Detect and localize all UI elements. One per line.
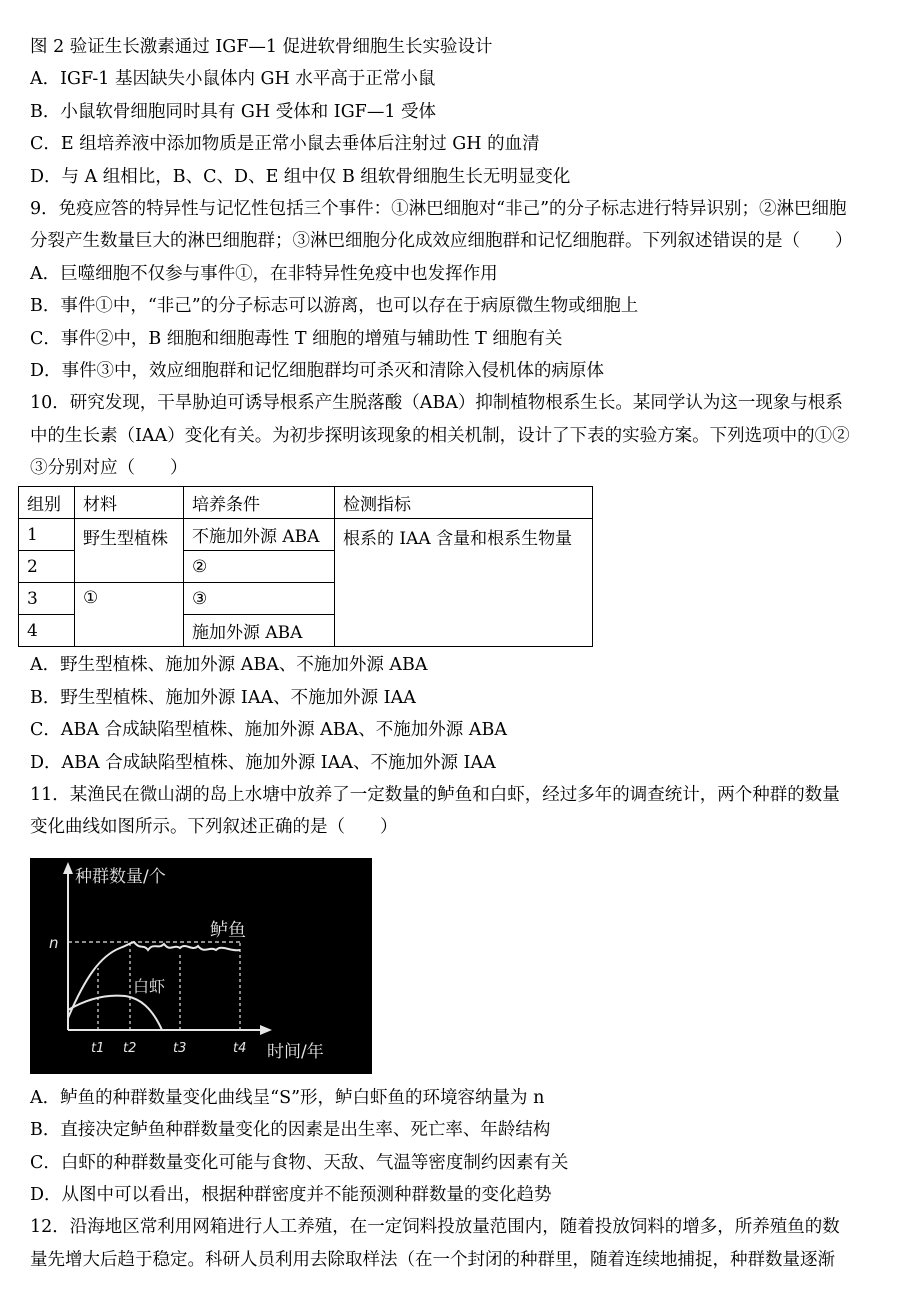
question-12 xyxy=(30,1211,875,1276)
condition-cell: 不施加外源 ABA xyxy=(184,519,335,551)
question-9 xyxy=(30,193,875,387)
q10-option-a: A．野生型植株、施加外源 ABA、不施加外源 ABA xyxy=(30,655,428,676)
condition-cell: 施加外源 ABA xyxy=(184,615,335,647)
exam-page xyxy=(27,0,875,1276)
header-material: 材料 xyxy=(75,487,184,519)
tick-t4: t4 xyxy=(233,1040,247,1056)
group-cell: 3 xyxy=(19,583,75,615)
q11-option-a: A．鲈鱼的种群数量变化曲线呈“S”形，鲈白虾鱼的环境容纳量为 n xyxy=(30,1087,545,1108)
q12-stem-2: 量先增大后趋于稳定。科研人员利用去除取样法（在一个封闭的种群里，随着连续地捕捉，种群数量逐渐 xyxy=(30,1249,835,1270)
figure-caption: 图 2 验证生长激素通过 IGF—1 促进软骨细胞生长实验设计 xyxy=(30,37,493,57)
y-axis-label: 种群数量/个 xyxy=(75,866,166,887)
q11-option-c: C．白虾的种群数量变化可能与食物、天敌、气温等密度制约因素有关 xyxy=(30,1152,569,1173)
table-row xyxy=(19,519,593,551)
experiment-table xyxy=(18,486,593,647)
q11-option-b: B．直接决定鲈鱼种群数量变化的因素是出生率、死亡率、年龄结构 xyxy=(30,1120,551,1141)
option-b: B．小鼠软骨细胞同时具有 GH 受体和 IGF—1 受体 xyxy=(30,101,437,122)
tick-t2: t2 xyxy=(123,1040,137,1056)
q11-option-d: D．从图中可以看出，根据种群密度并不能预测种群数量的变化趋势 xyxy=(30,1184,552,1205)
tick-t3: t3 xyxy=(173,1040,187,1056)
group-cell: 2 xyxy=(19,551,75,583)
question-10 xyxy=(27,387,875,779)
group-cell: 1 xyxy=(19,519,75,551)
group-cell: 4 xyxy=(19,615,75,647)
q9-option-a: A．巨噬细胞不仅参与事件①，在非特异性免疫中也发挥作用 xyxy=(30,263,498,284)
q10-option-b: B．野生型植株、施加外源 IAA、不施加外源 IAA xyxy=(30,687,416,708)
option-c: C．E 组培养液中添加物质是正常小鼠去垂体后注射过 GH 的血清 xyxy=(30,134,540,155)
header-group: 组别 xyxy=(19,487,75,519)
q10-stem-1: 10．研究发现，干旱胁迫可诱导根系产生脱落酸（ABA）抑制植物根系生长。某同学认为这一现象与根系 xyxy=(30,393,843,414)
material-cell: ① xyxy=(75,583,184,647)
header-condition: 培养条件 xyxy=(184,487,335,519)
x-axis-label: 时间/年 xyxy=(267,1041,324,1062)
q11-stem-1: 11．某渔民在微山湖的岛上水塘中放养了一定数量的鲈鱼和白虾，经过多年的调查统计，两个种群的数量 xyxy=(30,785,840,806)
q10-stem-3: ③分别对应（ ） xyxy=(30,458,188,479)
table-header-row xyxy=(19,487,593,519)
question-11 xyxy=(30,779,875,1211)
q9-stem-1: 9．免疫应答的特异性与记忆性包括三个事件：①淋巴细胞对“非己”的分子标志进行特异识别；②淋巴细胞 xyxy=(30,198,847,219)
q10-stem-2: 中的生长素（IAA）变化有关。为初步探明该现象的相关机制，设计了下表的实验方案。下列选项中的①② xyxy=(30,425,850,446)
q12-stem-1: 12．沿海地区常利用网箱进行人工养殖，在一定饲料投放量范围内，随着投放饲料的增多，所养殖鱼的数 xyxy=(30,1217,840,1238)
tick-t1: t1 xyxy=(91,1040,105,1056)
material-cell: 野生型植株 xyxy=(75,519,184,583)
condition-cell: ② xyxy=(184,551,335,583)
q10-option-d: D．ABA 合成缺陷型植株、施加外源 IAA、不施加外源 IAA xyxy=(30,752,496,773)
population-figure xyxy=(30,858,372,1074)
indicator-cell: 根系的 IAA 含量和根系生物量 xyxy=(335,519,593,647)
q9-stem-2: 分裂产生数量巨大的淋巴细胞群；③淋巴细胞分化成效应细胞群和记忆细胞群。下列叙述错误的是（ ） xyxy=(30,231,853,252)
series-label-shrimp: 白虾 xyxy=(133,976,166,996)
q9-option-d: D．事件③中，效应细胞群和记忆细胞群均可杀灭和清除入侵机体的病原体 xyxy=(30,360,605,381)
option-d: D．与 A 组相比，B、C、D、E 组中仅 B 组软骨细胞生长无明显变化 xyxy=(30,166,571,187)
q9-option-b: B．事件①中，“非己”的分子标志可以游离，也可以存在于病原微生物或细胞上 xyxy=(30,296,639,317)
n-label: n xyxy=(49,933,59,952)
q9-option-c: C．事件②中，B 细胞和细胞毒性 T 细胞的增殖与辅助性 T 细胞有关 xyxy=(30,328,563,349)
option-a: A．IGF-1 基因缺失小鼠体内 GH 水平高于正常小鼠 xyxy=(30,69,436,90)
header-indicator: 检测指标 xyxy=(335,487,593,519)
q10-option-c: C．ABA 合成缺陷型植株、施加外源 ABA、不施加外源 ABA xyxy=(30,720,507,741)
q11-stem-2: 变化曲线如图所示。下列叙述正确的是（ ） xyxy=(30,817,398,838)
condition-cell: ③ xyxy=(184,583,335,615)
series-label-perch: 鲈鱼 xyxy=(210,919,246,941)
